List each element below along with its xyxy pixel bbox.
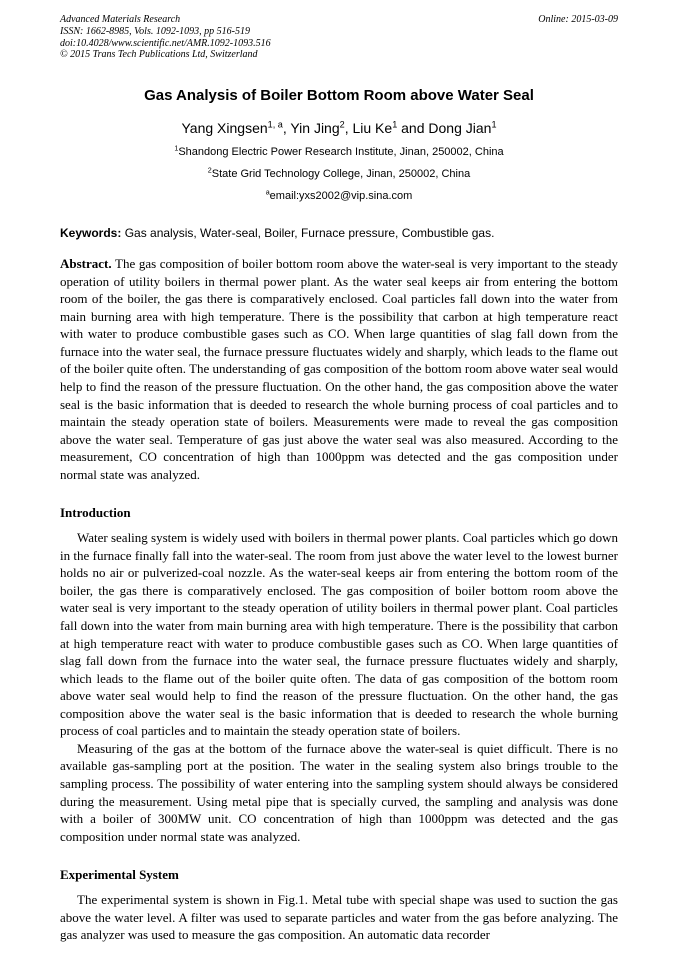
journal-name: Advanced Materials Research: [60, 14, 181, 25]
affiliation-sup: 2: [207, 166, 212, 175]
affiliation-1: [60, 146, 618, 158]
author-sup: 1: [392, 119, 398, 130]
abstract-paragraph: [60, 255, 618, 483]
keywords-line: [60, 226, 618, 240]
email-sup: a: [265, 188, 270, 197]
affiliation-sup: 1: [174, 144, 179, 153]
journal-doi-line: doi:10.4028/www.scientific.net/AMR.1092-1093.516: [60, 37, 271, 49]
author-sup: 1, a: [267, 119, 283, 130]
author-name: and Dong Jian: [397, 120, 492, 137]
online-date: Online: 2015-03-09: [538, 14, 618, 25]
author-name: , Yin Jing: [282, 120, 340, 137]
journal-copyright-line: © 2015 Trans Tech Publications Ltd, Switzerland: [60, 49, 258, 61]
author-name: Yang Xingsen: [181, 120, 268, 137]
journal-header: [60, 14, 618, 61]
introduction-paragraph-2: Measuring of the gas at the bottom of the furnace above the water-seal is quiet difficult. There is no available gas-sampling port at the position. The water in the sealing system also brings trouble to the sampling process. The possibility of water entering into the sampling system should always be considered during the measurement. Using metal pipe that is specially curved, the sampling and analysis was done with a boiler of 300MW unit. CO concentration of high than 1000ppm was detected and the gas composition under normal state was analyzed.: [60, 740, 618, 844]
keywords-label: Keywords:: [60, 226, 122, 241]
author-sup: 2: [339, 119, 345, 130]
authors-line: [60, 120, 618, 136]
affiliation-text: State Grid Technology College, Jinan, 250002, China: [211, 168, 471, 181]
author-email: [60, 190, 618, 202]
section-heading-introduction: Introduction: [60, 505, 131, 521]
journal-info: [60, 14, 271, 61]
email-text: email:yxs2002@vip.sina.com: [269, 190, 413, 203]
abstract-label: Abstract.: [60, 256, 112, 272]
introduction-paragraph-1: Water sealing system is widely used with boilers in thermal power plants. Coal particles which go down in the furnace finally fall into the water-seal. The room from just above the water level to the lowest burner holds no air or pulverized-coal nozzle. As the water-seal keeps air from entering the bottom room of the boiler, the gas there is comparatively enclosed. The gas composition of boiler bottom room above the water seal is very important to the steady operation of utility boilers in thermal power plant. Coal particles fall down into the water from main burning area with high temperature. There is the possibility that carbon at high temperature react with water to produce combustible gases such as CO. When large quantities of slag fall down from the furnace into the water seal, the furnace pressure fluctuates widely and sharply, which leads to the flame out of the boiler quite often. The data of gas composition of the bottom room above water seal would help to find the reason of the pressure fluctuation. On the other hand, the gas composition above the water seal is the basic information that is deeded to research the whole burning process of coal particles and to maintain the steady operation state of boilers.: [60, 530, 618, 739]
keywords-text: Gas analysis, Water-seal, Boiler, Furnace pressure, Combustible gas.: [121, 226, 495, 241]
author-sup: 1: [491, 119, 497, 130]
journal-issn-line: ISSN: 1662-8985, Vols. 1092-1093, pp 516-519: [60, 25, 250, 37]
author-name: , Liu Ke: [344, 120, 393, 137]
affiliation-text: Shandong Electric Power Research Institute, Jinan, 250002, China: [178, 146, 504, 159]
abstract-text: The gas composition of boiler bottom room above the water-seal is very important to the steady operation of utility boilers in thermal power plant. As the water seal keeps air from entering the bottom room of the boiler, the gas there is comparatively enclosed. Coal particles fall down into the water from main burning area with high temperature. There is the possibility that carbon at high temperature react with water to produce combustible gases such as CO. When large quantities of slag fall down from the furnace into the water seal, the furnace pressure fluctuates widely and sharply, which leads to the flame out of the boiler quite often. The understanding of gas composition of the bottom room above water seal would help to find the reason of the pressure fluctuation. On the other hand, the gas composition above the water seal is the basic information that is deeded to research the whole burning process of coal particles and to maintain the steady operation state of boilers. Measurements were made to reveal the gas composition above the water seal. Temperature of gas just above the water seal was also measured. According to the measurement, CO concentration of high than 1000ppm was detected and the gas composition under normal state was analyzed.: [60, 256, 618, 482]
affiliation-2: [60, 168, 618, 180]
paper-title: Gas Analysis of Boiler Bottom Room above Water Seal: [144, 87, 534, 105]
experimental-system-paragraph-1: The experimental system is shown in Fig.1. Metal tube with special shape was used to suction the gas above the water level. A filter was used to separate particles and water from the gas before analyzing. The gas analyzer was used to measure the gas composition. An automatic data recorder: [60, 892, 618, 943]
section-heading-experimental-system: Experimental System: [60, 867, 179, 883]
